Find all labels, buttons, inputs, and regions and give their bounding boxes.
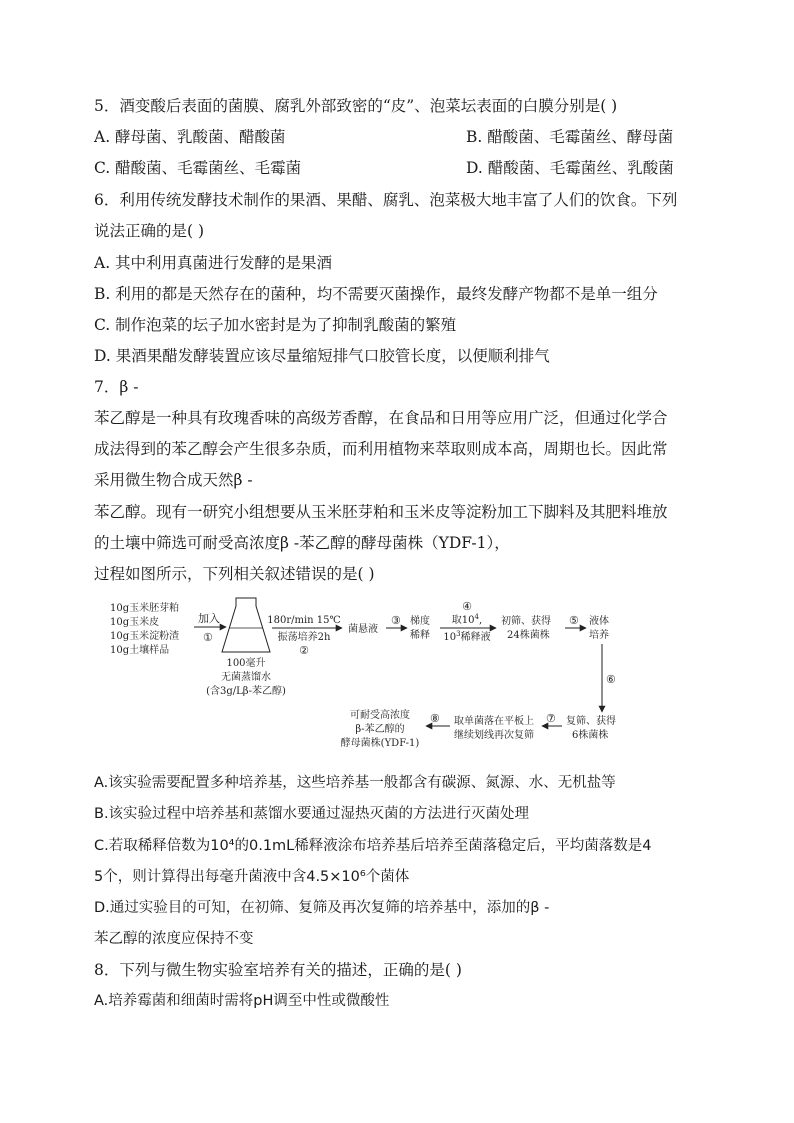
q5-option-c: C. 醋酸菌、毛霉菌丝、毛霉菌: [94, 159, 302, 177]
q7-stem-line7: 过程如图所示，下列相关叙述错误的是( ): [94, 565, 375, 583]
q6-stem-line2: 说法正确的是( ): [94, 222, 205, 240]
q5-option-d: D. 醋酸菌、毛霉菌丝、乳酸菌: [466, 159, 674, 177]
step-5: ⑤: [569, 614, 579, 627]
q7-stem-line2: 苯乙醇是一种具有玫瑰香味的高级芳香醇，在食品和日用等应用广泛，但通过化学合: [94, 409, 668, 427]
q7-flow-diagram: [110, 596, 630, 762]
result-label-3: 酵母菌株(YDF-1): [340, 738, 420, 749]
sample-2: 10g玉米皮: [110, 617, 160, 628]
take-comma: ,: [479, 615, 483, 626]
suspension-label: 菌悬液: [348, 624, 378, 635]
q7-option-b: B.该实验过程中培养基和蒸馏水要通过湿热灭菌的方法进行灭菌处理: [94, 806, 530, 822]
q6-option-a: A. 其中利用真菌进行发酵的是果酒: [94, 254, 333, 272]
shake-label-2: 振荡培养2h: [277, 632, 331, 643]
step-7: ⑦: [546, 712, 556, 725]
q7-stem-line5: 苯乙醇。现有一研究小组想要从玉米胚芽粕和玉米皮等淀粉加工下脚料及其肥料堆放: [94, 503, 668, 521]
q5-options-row2: [94, 158, 674, 178]
liquid-label-2: 培养: [589, 630, 609, 641]
take-label: [452, 613, 482, 626]
single-label-2: 继续划线再次复筛: [454, 730, 534, 741]
step-1: ①: [203, 631, 213, 644]
add-label: 加入: [198, 612, 220, 625]
q5-option-b: B. 醋酸菌、毛霉菌丝、酵母菌: [466, 128, 674, 146]
flask-label-2: 无菌蒸馏水: [221, 672, 271, 683]
q7-option-d-line2: 苯乙醇的浓度应保持不变: [94, 931, 254, 947]
dilution-exponent: 3: [456, 630, 461, 638]
q7-stem-line1: 7．β -: [94, 378, 139, 396]
flask-icon: [222, 598, 270, 652]
take-text: 取10: [451, 615, 475, 626]
result-label-2: β-苯乙醇的: [355, 724, 405, 735]
screen1-label-1: 初筛、获得: [501, 616, 551, 627]
q8-stem: 8．下列与微生物实验室培养有关的描述，正确的是( ): [94, 961, 462, 979]
sample-3: 10g玉米淀粉渣: [110, 631, 180, 642]
dilution-base: 10: [443, 632, 457, 643]
dilution-label: [443, 630, 490, 643]
q7-stem-line6: 的土壤中筛选可耐受高浓度β -苯乙醇的酵母菌株（YDF-1），: [94, 534, 510, 552]
gradient-label-2: 稀释: [410, 630, 430, 641]
rescreen-label-2: 6株菌株: [572, 730, 609, 741]
gradient-label-1: 梯度: [410, 616, 430, 627]
q5-stem: 5．酒变酸后表面的菌膜、腐乳外部致密的“皮”、泡菜坛表面的白膜分别是( ): [94, 97, 618, 115]
q6-option-c: C. 制作泡菜的坛子加水密封是为了抑制乳酸菌的繁殖: [94, 316, 457, 334]
step-6: ⑥: [606, 673, 616, 686]
shake-label-1: 180r/min 15℃: [267, 615, 341, 626]
take-exponent: 4: [474, 613, 480, 621]
rescreen-label-1: 复筛、获得: [566, 716, 616, 727]
step-2: ②: [299, 644, 309, 657]
flask-label-3: (含3g/Lβ-苯乙醇): [206, 686, 286, 697]
q5-options-row1: [94, 127, 674, 147]
q7-stem-line4: 采用微生物合成天然β -: [94, 471, 253, 489]
single-label-1: 取单菌落在平板上: [454, 716, 534, 727]
q7-option-a: A.该实验需要配置多种培养基，这些培养基一般都含有碳源、氮源、水、无机盐等: [94, 775, 616, 791]
q5-option-a: A. 酵母菌、乳酸菌、醋酸菌: [94, 128, 286, 146]
q7-stem-line3: 成法得到的苯乙醇会产生很多杂质，而利用植物来萃取则成本高，周期也长。因此常: [94, 440, 668, 458]
q7-option-c-line1: C.若取稀释倍数为10⁴的0.1mL稀释液涂布培养基后培养至菌落稳定后，平均菌落数是4: [94, 838, 652, 854]
q7-option-c-line2: 5个，则计算得出每毫升菌液中含4.5×10⁶个菌体: [94, 869, 410, 885]
step-3: ③: [391, 614, 401, 627]
liquid-label-1: 液体: [589, 616, 609, 627]
screen1-label-2: 24株菌株: [507, 630, 550, 641]
dilution-text: 稀释液: [460, 632, 491, 643]
q6-option-d: D. 果酒果醋发酵装置应该尽量缩短排气口胶管长度，以便顺利排气: [94, 347, 550, 365]
q7-option-d-line1: D.通过实验目的可知，在初筛、复筛及再次复筛的培养基中，添加的β -: [94, 900, 550, 916]
q6-option-b: B. 利用的都是天然存在的菌种，均不需要灭菌操作，最终发酵产物都不是单一组分: [94, 285, 658, 303]
sample-4: 10g土壤样品: [110, 645, 170, 656]
flask-label-1: 100毫升: [226, 658, 266, 669]
sample-1: 10g玉米胚芽粕: [110, 603, 180, 614]
result-label-1: 可耐受高浓度: [350, 710, 410, 721]
q6-stem-line1: 6．利用传统发酵技术制作的果酒、果醋、腐乳、泡菜极大地丰富了人们的饮食。下列: [94, 191, 678, 209]
step-8: ⑧: [430, 712, 440, 725]
q8-option-a: A.培养霉菌和细菌时需将pH调至中性或微酸性: [94, 993, 390, 1009]
step-4: ④: [462, 600, 472, 613]
